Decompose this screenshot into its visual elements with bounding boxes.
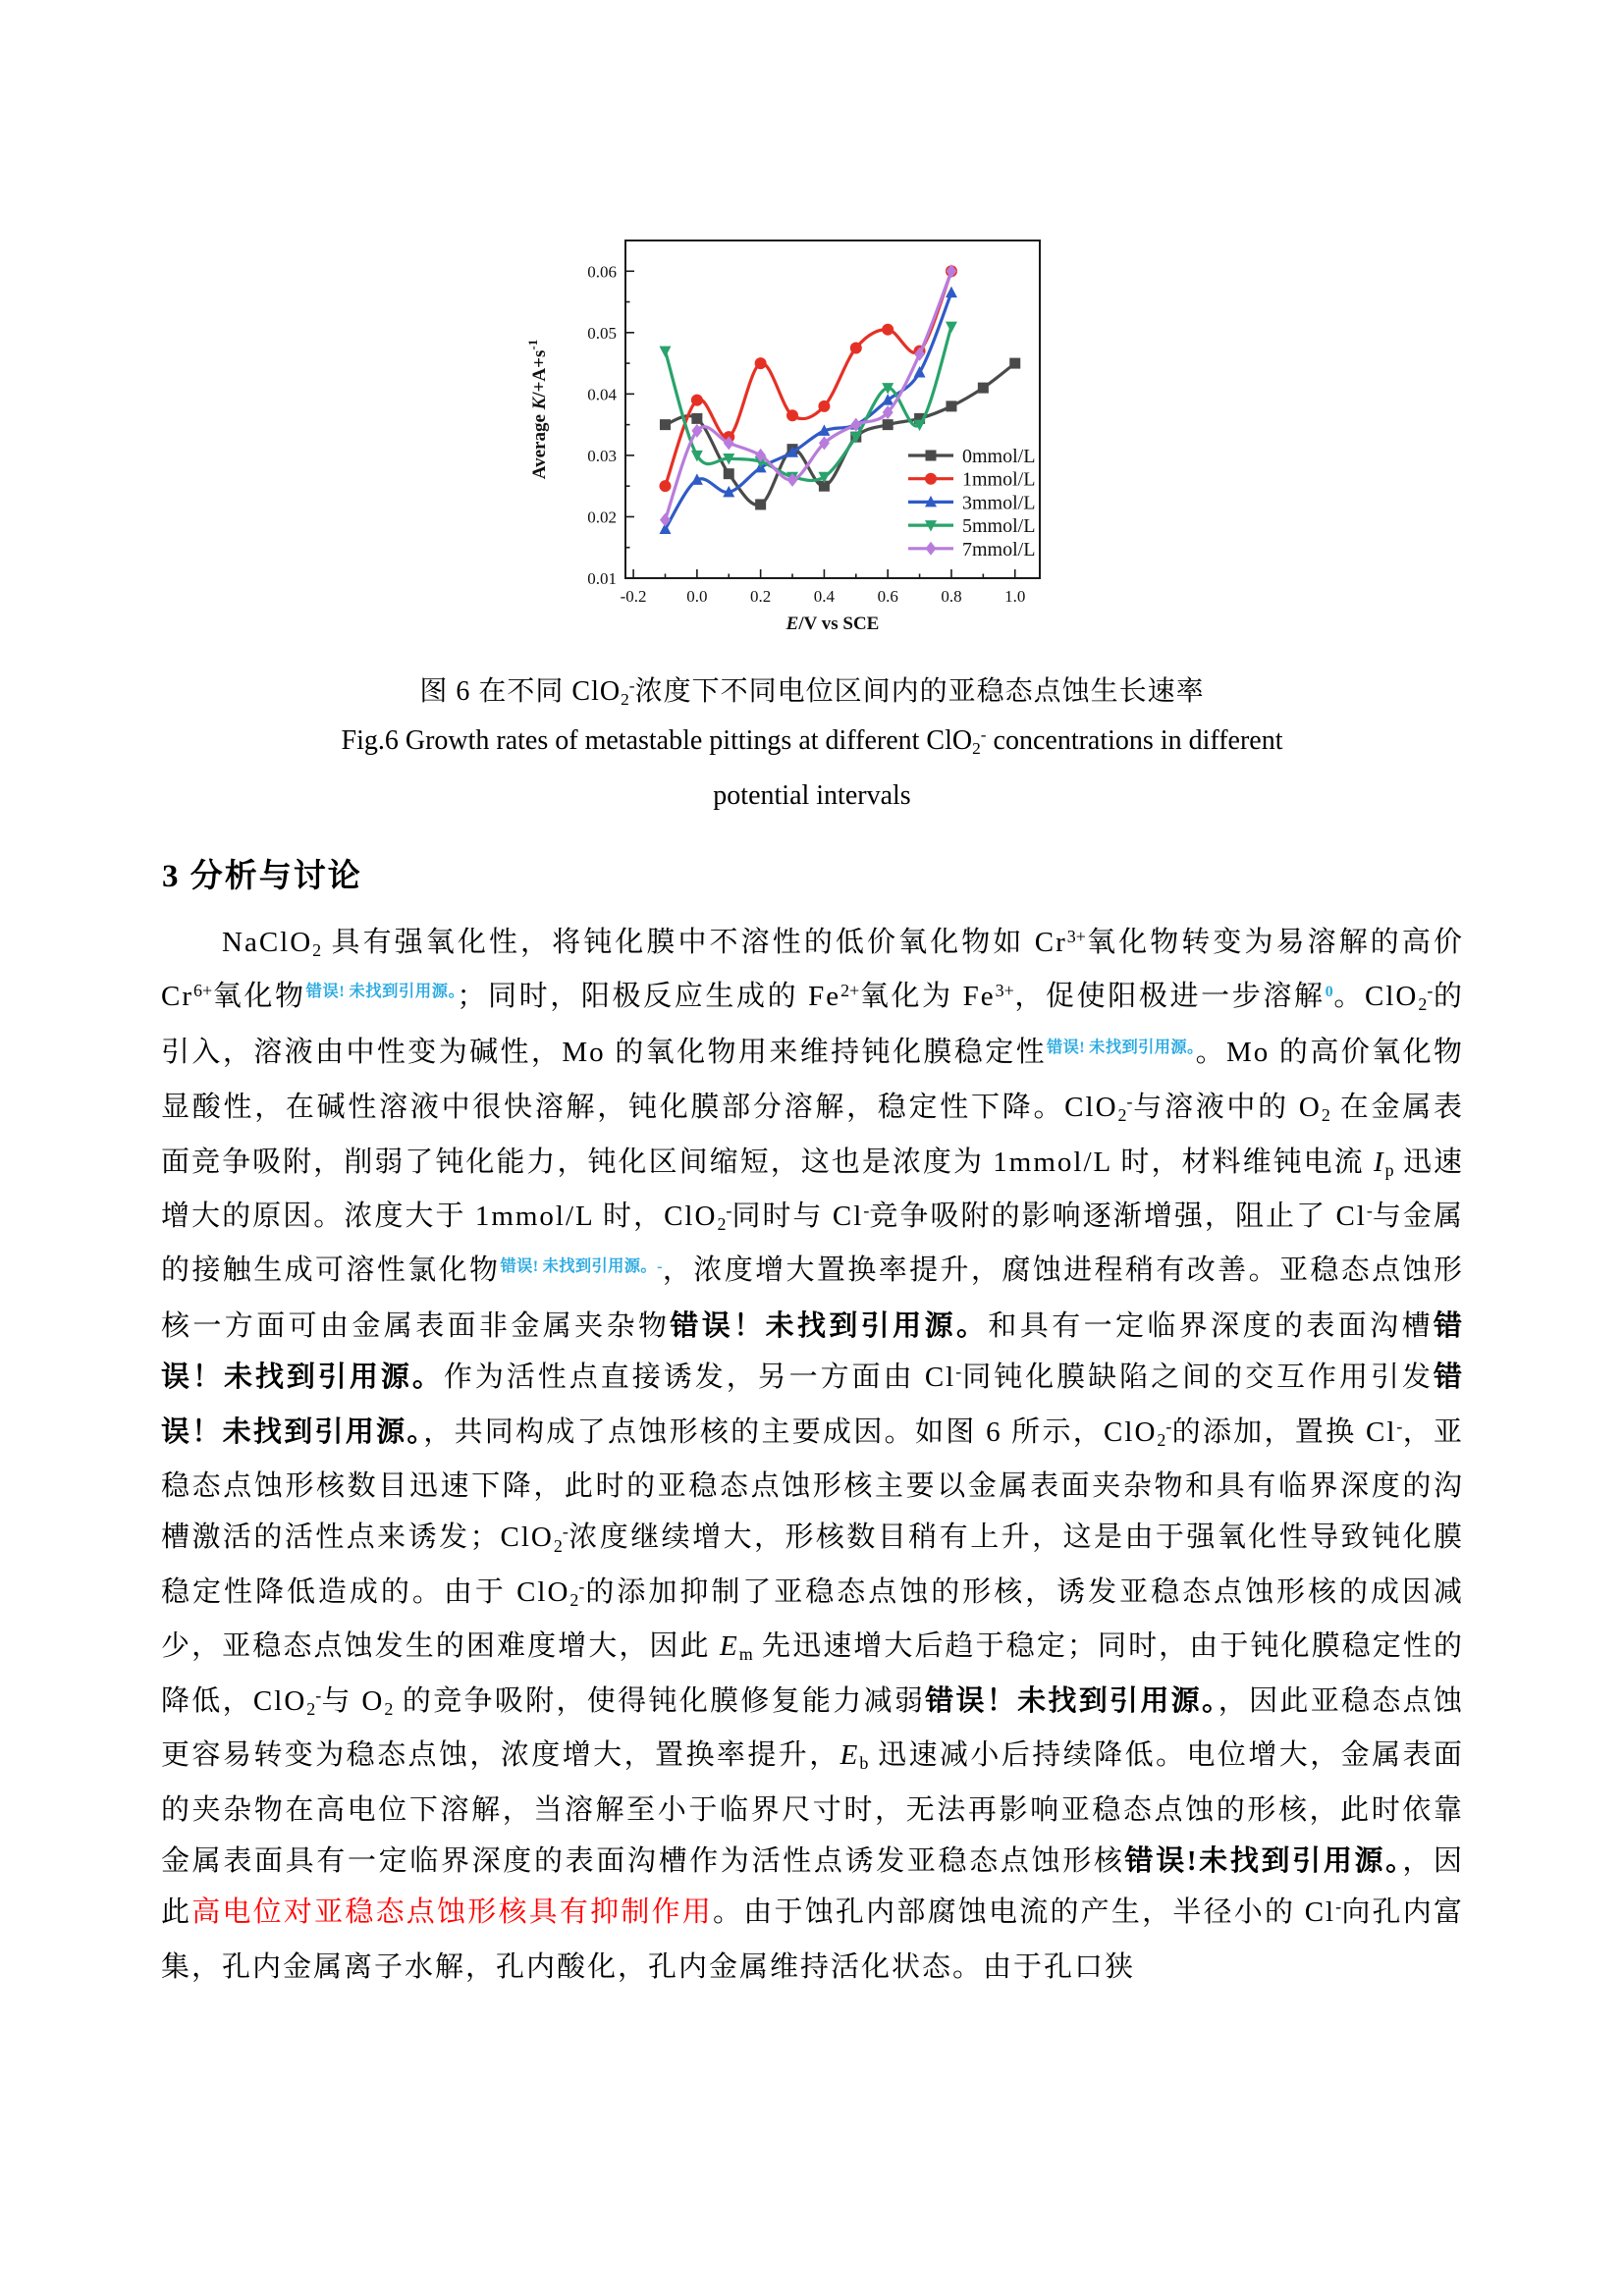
y-tick-label: 0.01 (587, 569, 617, 588)
series-1mmol/L (659, 265, 956, 492)
text-segment-sub: 2 (621, 689, 629, 709)
text-segment-n: 在金属表面竞争吸附，削弱了钝化能力，钝化区间缩短，这也是浓度为 1mmol/L 时，材料维钝电流 (161, 1092, 1464, 1178)
text-segment-sup: - (726, 1201, 732, 1221)
text-segment-n: 的添加抑制了亚稳态点蚀的形核，诱发亚稳态点蚀形核的成因减少，亚稳态点蚀发生的困难度增大，因此 (161, 1575, 1464, 1663)
text-segment-n: 具有强氧化性，将钝化膜中不溶性的低价氧化物如 Cr (321, 927, 1067, 958)
figure-caption-en-line2: potential intervals (713, 780, 911, 811)
x-tick-label: 0.8 (941, 587, 962, 606)
text-segment-sub: 2 (312, 940, 322, 961)
text-segment-n: ，促使阳极进一步溶解 (1013, 981, 1326, 1013)
text-segment-sub: 2 (569, 1589, 579, 1610)
body-paragraph (161, 917, 1474, 1993)
text-segment-n: 竞争吸附的影响逐渐增强，阻止了 Cl (869, 1201, 1367, 1233)
text-segment-sup: - (1126, 1092, 1133, 1112)
text-segment-n: 图 6 在不同 ClO (419, 676, 622, 707)
text-segment-sup: - (980, 725, 987, 745)
text-segment-sub: m (738, 1644, 753, 1665)
text-segment-n: ，浓度增大置换率提升，腐蚀进程稍有改善。亚稳态点蚀形核一方面可由金属表面非金属夹杂物 (161, 1255, 1464, 1342)
x-tick-label: 0.6 (877, 587, 898, 606)
text-segment-sup: - (315, 1684, 322, 1705)
text-segment-supb: 0 (1325, 983, 1333, 1001)
legend-label: 1mmol/L (962, 468, 1036, 491)
text-segment-n: 向孔内富集，孔内金属离子水解，孔内酸化，孔内金属维持活化状态。由于孔口狭 (161, 1896, 1464, 1983)
text-segment-sub: 2 (1157, 1429, 1166, 1450)
text-segment-sup: - (578, 1575, 585, 1596)
figure-caption-cn (0, 669, 1624, 709)
text-segment-supb: 错误! 未找到引用源。 (305, 983, 458, 1001)
figure-caption-en-line1 (0, 725, 1624, 757)
text-segment-n: 浓度下不同电位区间内的亚稳态点蚀生长速率 (634, 676, 1205, 707)
figure-6-chart (515, 208, 1085, 650)
text-segment-sub: 2 (1321, 1105, 1330, 1126)
legend-label: 3mmol/L (962, 492, 1036, 514)
text-segment-n: ，亚稳态点蚀形核数目迅速下降，此时的亚稳态点蚀形核主要以金属表面夹杂物和具有临界深度的沟槽激活的活性点来诱发；ClO (161, 1415, 1464, 1554)
text-segment-n: 氧化为 Fe (859, 981, 996, 1013)
text-segment-supb: 错误! 未找到引用源。 (1047, 1038, 1196, 1056)
legend-label: 5mmol/L (962, 515, 1036, 538)
growth-rate-chart (515, 208, 1085, 650)
text-segment-sup: - (863, 1201, 870, 1221)
text-segment-n: 的添加，置换 Cl (1171, 1415, 1397, 1448)
x-axis-label: E/V vs SCE (785, 614, 880, 634)
text-segment-n: concentrations in different (986, 725, 1283, 756)
text-segment-n: 同时与 Cl (731, 1201, 864, 1233)
y-axis-label: Average $K/+A+s^{-1}$ (525, 339, 550, 480)
y-tick-label: 0.05 (587, 323, 617, 343)
text-segment-sup: - (1366, 1201, 1373, 1221)
text-segment-n: Fig.6 Growth rates of metastable pittings at different ClO (341, 725, 973, 756)
text-segment-n: 同钝化膜缺陷之间的交互作用引发 (961, 1362, 1434, 1394)
text-segment-b: 错误！未找到引用源。 (670, 1309, 989, 1342)
text-segment-sup: - (1335, 1896, 1342, 1917)
text-segment-n: ，因此 (161, 1844, 1464, 1929)
text-segment-i: I (1374, 1146, 1385, 1178)
text-segment-sup: 6+ (193, 981, 213, 1001)
text-segment-n: 氧化物转变为易溶解的高价 Cr (161, 927, 1474, 1013)
legend-label: 0mmol/L (962, 446, 1036, 467)
text-segment-n: 迅速增大的原因。浓度大于 1mmol/L 时，ClO (161, 1146, 1464, 1233)
x-tick-label: 0.2 (750, 587, 772, 606)
text-segment-sub: p (1384, 1159, 1394, 1180)
text-segment-n: 氧化物 (212, 981, 306, 1013)
text-segment-sup: 3+ (995, 981, 1014, 1001)
text-segment-n: 先迅速增大后趋于稳定；同时，由于钝化膜稳定性的降低，ClO (161, 1630, 1464, 1717)
text-segment-n: ，因此亚稳态点蚀更容易转变为稳态点蚀，浓度增大，置换率提升， (161, 1684, 1464, 1772)
x-tick-label: -0.2 (620, 587, 647, 606)
text-segment-i: E (839, 1739, 860, 1772)
y-tick-label: 0.04 (587, 385, 617, 404)
text-segment-sup: 3+ (1066, 927, 1086, 947)
text-segment-sup: 2+ (840, 981, 860, 1001)
text-segment-n: 。ClO (1332, 981, 1419, 1013)
text-segment-n: NaClO (222, 927, 313, 958)
text-segment-n: 浓度继续增大，形核数目稍有上升，这是由于强氧化性导致钝化膜稳定性降低造成的。由于 ClO (161, 1522, 1464, 1608)
text-segment-n: 与金属的接触生成可溶性氯化物 (161, 1201, 1464, 1287)
x-tick-label: 0.0 (686, 587, 708, 606)
text-segment-n: ，共同构成了点蚀形核的主要成因。如图 6 所示，ClO (423, 1415, 1158, 1448)
text-segment-sup: - (628, 676, 635, 696)
y-tick-label: 0.06 (587, 262, 617, 282)
text-segment-sub: 2 (384, 1698, 394, 1719)
x-tick-label: 1.0 (1004, 587, 1026, 606)
text-segment-sub: b (859, 1753, 869, 1774)
text-segment-b: 错误！未找到引用源。 (161, 1362, 1464, 1448)
text-segment-sub: 2 (1117, 1105, 1127, 1126)
section-heading: 3 分析与讨论 (162, 859, 362, 894)
text-segment-sub: 2 (1418, 994, 1428, 1015)
text-segment-b: 错误!未找到引用源。 (1124, 1844, 1403, 1877)
text-segment-n: 与 O (321, 1684, 385, 1717)
text-segment-sup: - (955, 1362, 962, 1382)
text-segment-n: ；同时，阳极反应生成的 Fe (457, 981, 841, 1013)
y-tick-label: 0.03 (587, 446, 617, 465)
legend (908, 446, 1035, 561)
text-segment-n: 的竞争吸附，使得钝化膜修复能力减弱 (393, 1684, 926, 1717)
text-segment-sup: - (1165, 1415, 1172, 1436)
text-segment-n: 迅速减小后持续降低。电位增大，金属表面的夹杂物在高电位下溶解，当溶解至小于临界尺寸时，无法再影响亚稳态点蚀的形核，此时依靠金属表面具有一定临界深度的表面沟槽作为活性点诱发亚稳态点蚀形核 (161, 1739, 1464, 1877)
text-segment-b: 错误！未找到引用源。 (161, 1309, 1464, 1394)
text-segment-sub: 2 (972, 738, 981, 758)
text-segment-b: 错误！未找到引用源。 (925, 1684, 1218, 1717)
text-segment-sup: - (1427, 981, 1434, 1001)
text-segment-r: 高电位对亚稳态点蚀形核具有抑制作用 (191, 1896, 714, 1929)
series-7mmol/L (660, 264, 956, 526)
text-segment-sup: - (1396, 1415, 1403, 1436)
x-tick-label: 0.4 (813, 587, 836, 606)
text-segment-n: 。Mo 的高价氧化物显酸性，在碱性溶液中很快溶解，钝化膜部分溶解，稳定性下降。ClO (161, 1036, 1464, 1124)
y-tick-label: 0.02 (587, 507, 617, 527)
text-segment-i: E (719, 1630, 739, 1663)
text-segment-n: 和具有一定临界深度的表面沟槽 (988, 1309, 1434, 1342)
series-3mmol/L (659, 287, 956, 534)
text-segment-n: 与溶液中的 O (1132, 1092, 1322, 1124)
text-segment-n: 的引入，溶液由中性变为碱性，Mo 的氧化物用来维持钝化膜稳定性 (161, 981, 1464, 1068)
text-segment-sub: 2 (553, 1535, 563, 1556)
text-segment-sub: 2 (717, 1214, 727, 1235)
legend-label: 7mmol/L (962, 538, 1036, 561)
text-segment-n: 作为活性点直接诱发，另一方面由 Cl (443, 1362, 956, 1394)
text-segment-sub: 2 (306, 1698, 316, 1719)
text-segment-n: 。由于蚀孔内部腐蚀电流的产生，半径小的 Cl (713, 1896, 1336, 1929)
text-segment-sup: - (562, 1522, 568, 1542)
text-segment-supb: 错误! 未找到引用源。- (500, 1256, 663, 1275)
